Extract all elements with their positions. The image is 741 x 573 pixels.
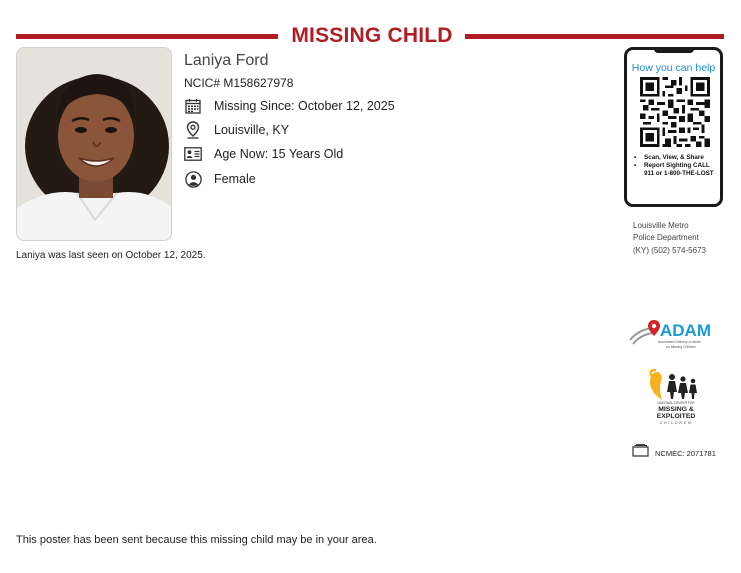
footer-note: This poster has been sent because this missing child may be in your area. bbox=[16, 534, 377, 546]
svg-text:EXPLOITED: EXPLOITED bbox=[656, 413, 696, 420]
child-name: Laniya Ford bbox=[184, 52, 269, 69]
ncmec-id-text: NCMEC: 2071781 bbox=[655, 448, 716, 458]
folder-icon bbox=[632, 444, 649, 462]
agency-phone: (KY) (502) 574-5673 bbox=[633, 245, 706, 255]
agency-line: Police Department bbox=[633, 233, 699, 243]
person-icon bbox=[184, 170, 202, 188]
detail-location bbox=[184, 120, 290, 140]
help-list bbox=[631, 154, 719, 178]
adam-logo bbox=[628, 318, 720, 354]
detail-gender bbox=[184, 169, 256, 189]
detail-missing-since bbox=[184, 96, 395, 116]
ncmec-case-id bbox=[632, 446, 716, 460]
svg-text:ADAM: ADAM bbox=[660, 321, 711, 340]
detail-age bbox=[184, 144, 344, 164]
agency-line: Louisville Metro bbox=[633, 221, 689, 230]
help-item-report: • Report Sighting CALL 911 or 1-800-THE-LOST bbox=[631, 162, 719, 178]
phone-notch bbox=[654, 47, 694, 53]
svg-text:Automated Delivery of Alerts: Automated Delivery of Alerts bbox=[658, 340, 701, 344]
child-photo bbox=[16, 47, 172, 241]
id-card-icon bbox=[184, 145, 202, 163]
detail-text: Female bbox=[214, 172, 256, 186]
location-pin-icon bbox=[184, 121, 202, 139]
help-item-share: • Scan, View, & Share bbox=[631, 154, 719, 162]
svg-text:CHILDREN: CHILDREN bbox=[659, 421, 693, 425]
agency-contact bbox=[633, 220, 706, 257]
poster-title: MISSING CHILD bbox=[291, 24, 453, 47]
ncmec-logo bbox=[648, 368, 704, 428]
help-title: How you can help bbox=[631, 62, 716, 74]
last-seen-text: Laniya was last seen on October 12, 2025. bbox=[16, 250, 206, 261]
svg-text:MISSING &: MISSING & bbox=[658, 406, 694, 413]
detail-text: Missing Since: October 12, 2025 bbox=[214, 99, 395, 113]
calendar-icon bbox=[184, 97, 202, 115]
qr-code[interactable] bbox=[640, 77, 710, 147]
header-rule-right bbox=[465, 34, 724, 39]
svg-text:on Missing Children: on Missing Children bbox=[666, 345, 696, 349]
detail-text: Age Now: 15 Years Old bbox=[214, 147, 344, 161]
svg-text:NATIONAL CENTER FOR: NATIONAL CENTER FOR bbox=[657, 401, 695, 405]
help-phone-panel bbox=[624, 47, 723, 207]
header-rule-left bbox=[16, 34, 278, 39]
child-portrait-image bbox=[17, 48, 172, 241]
ncic-number: NCIC# M158627978 bbox=[184, 76, 294, 90]
detail-text: Louisville, KY bbox=[214, 123, 290, 137]
